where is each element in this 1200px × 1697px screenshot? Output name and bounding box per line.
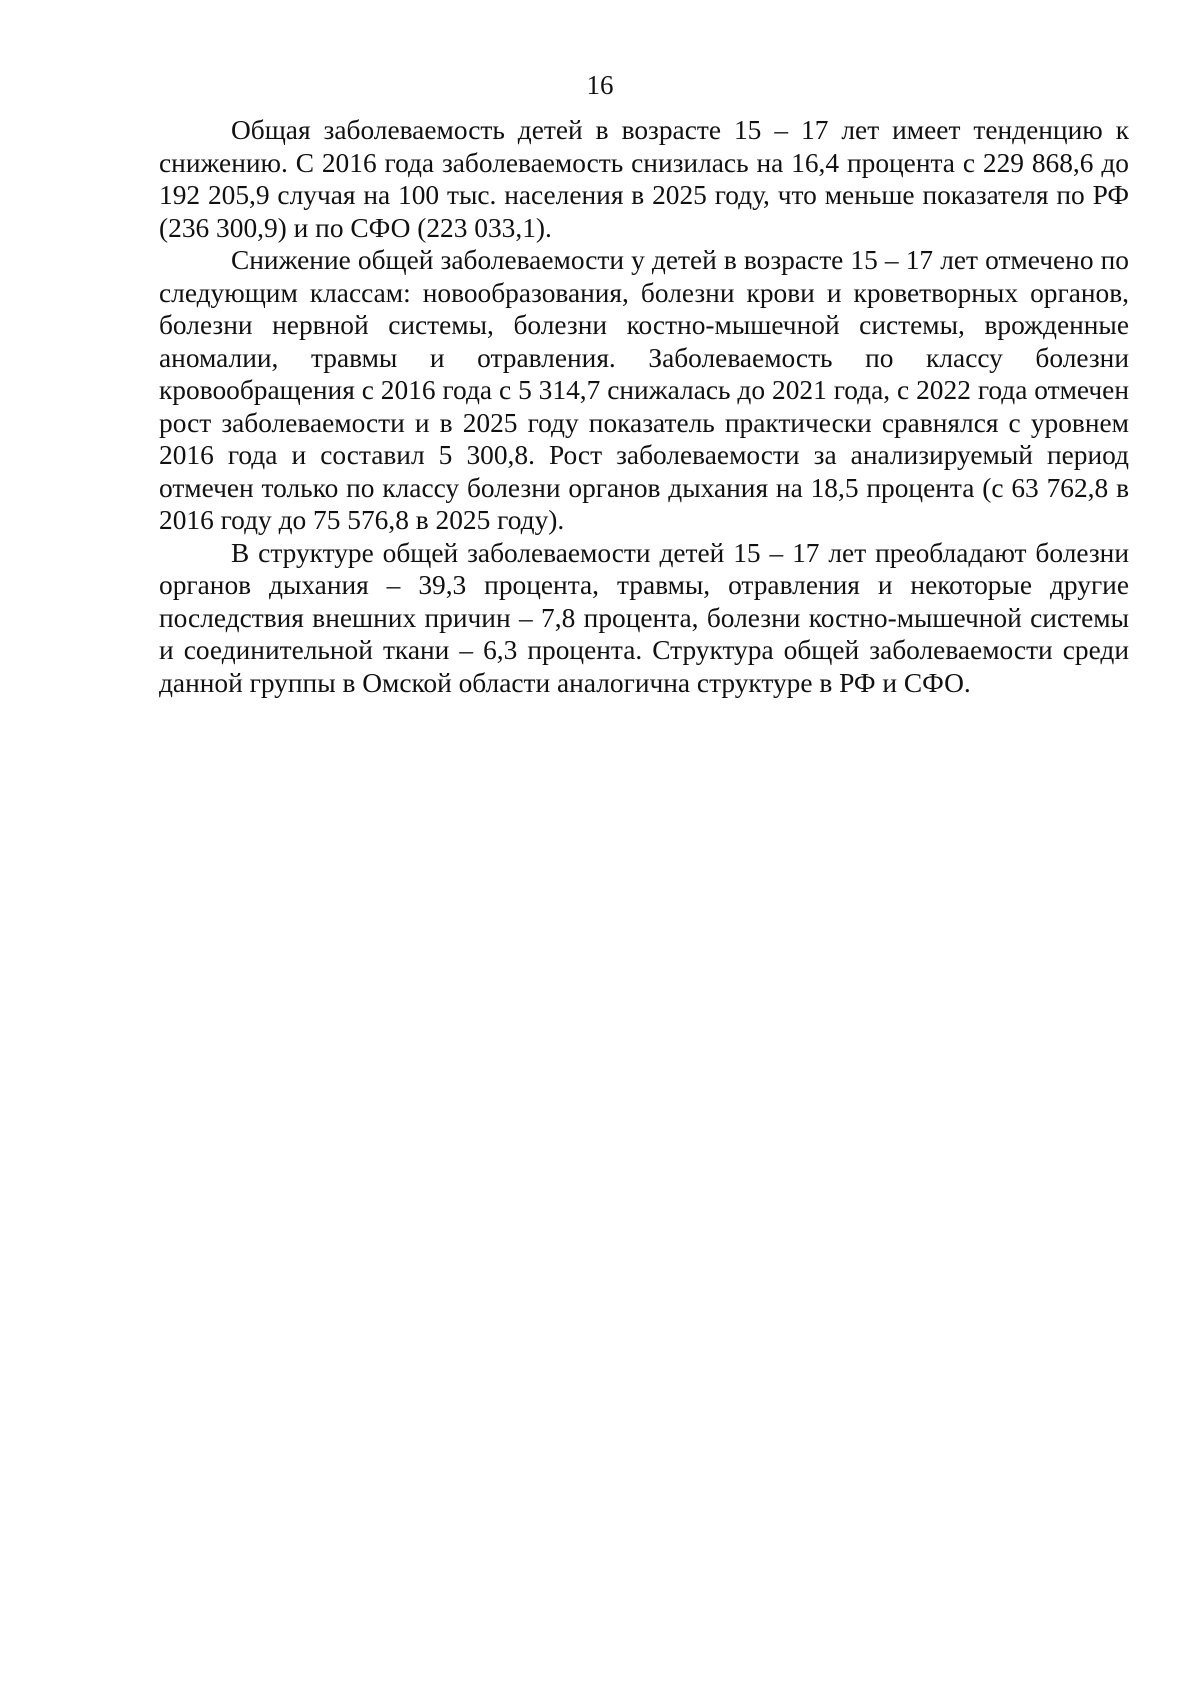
paragraph-morbidity-decrease: Снижение общей заболеваемости у детей в возрасте 15 – 17 лет отмечено по следующим классам: новообразования, болезни крови и кроветворных органов, болезни нервной системы, болезни костно-мышечной системы, врожденные аномалии, травмы и отравления. Заболеваемость по классу болезни кровообращения с 2016 года с 5 314,7 снижалась до 2021 года, с 2022 года отмечен рост заболеваемости и в 2025 году показатель практически сравнялся с уровнем 2016 года и составил 5 300,8. Рост заболеваемости за анализируемый период отмечен только по классу болезни органов дыхания на 18,5 процента (с 63 762,8 в 2016 году до 75 576,8 в 2025 году). bbox=[159, 245, 1129, 535]
body-text bbox=[159, 114, 1129, 699]
paragraph-morbidity-structure: В структуре общей заболеваемости детей 15 – 17 лет преобладают болезни органов дыхания – 39,3 процента, травмы, отравления и некоторые другие последствия внешних причин – 7,8 процента, болезни костно-мышечной системы и соединительной ткани – 6,3 процента. Структура общей заболеваемости среди данной группы в Омской области аналогична структуре в РФ и СФО. bbox=[159, 537, 1129, 698]
page-number: 16 bbox=[586, 70, 614, 100]
paragraph-general-morbidity: Общая заболеваемость детей в возрасте 15 – 17 лет имеет тенденцию к снижению. С 2016 года заболеваемость снизилась на 16,4 процента с 229 868,6 до 192 205,9 случая на 100 тыс. населения в 2025 году, что меньше показателя по РФ (236 300,9) и по СФО (223 033,1). bbox=[159, 115, 1129, 243]
